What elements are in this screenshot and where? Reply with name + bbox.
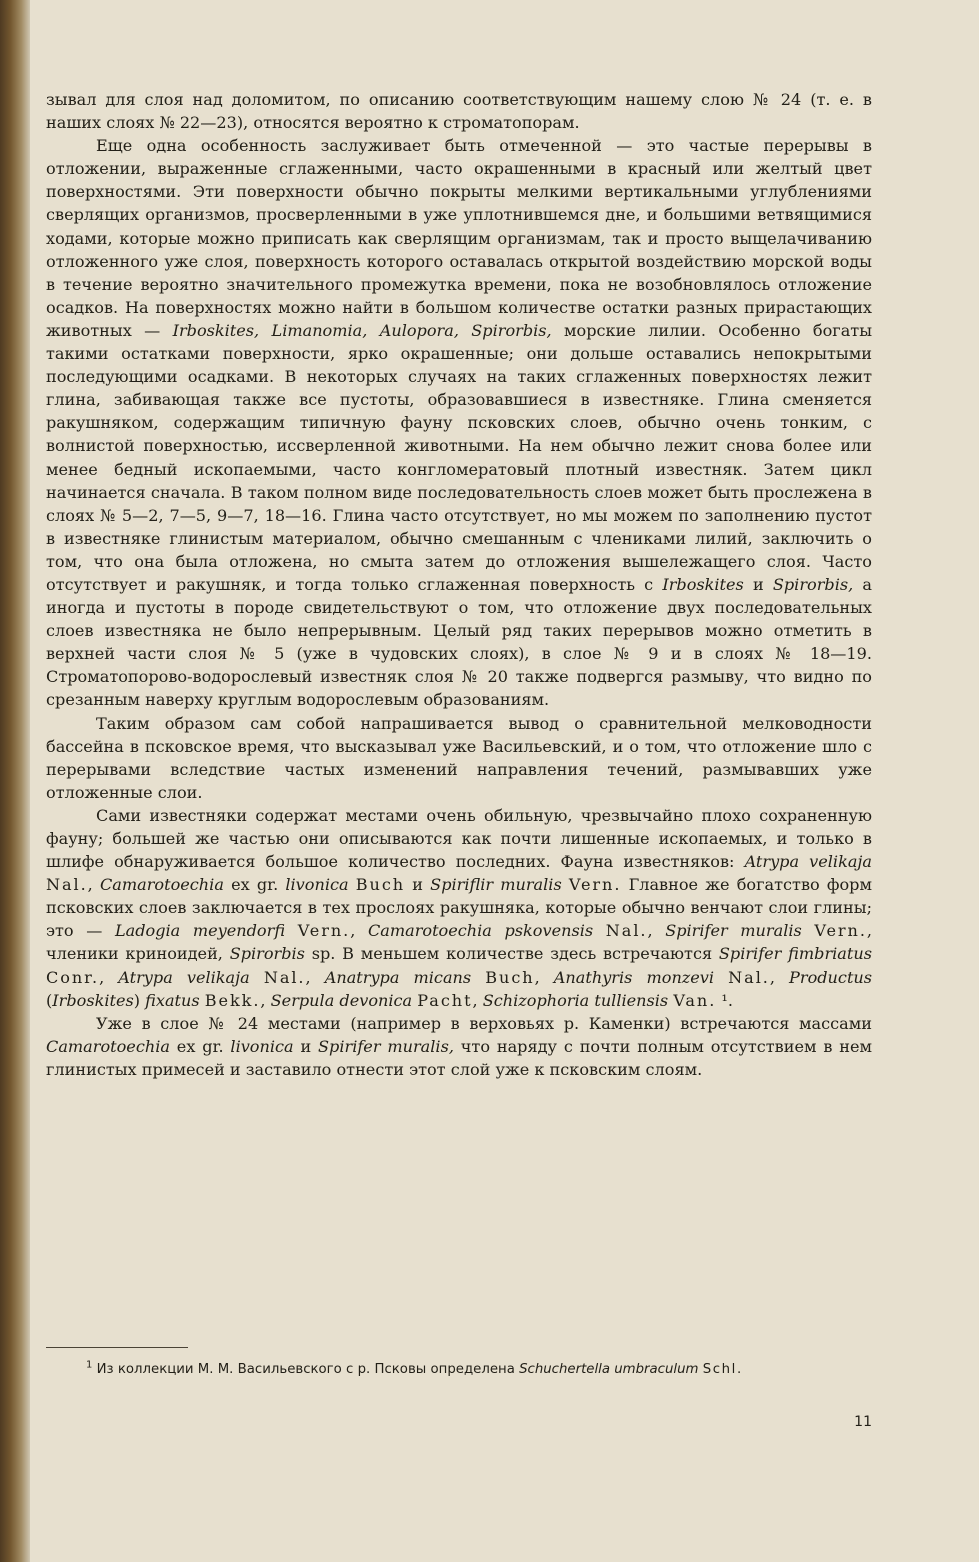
text-run: и [405, 875, 431, 895]
text-run: Сами известняки содержат местами очень обильную, чрезвычайно плохо сохраненную фауну; большей же частью они описываются как почти лишенные ископаемых, и только в шлифе обнаруживается большое количество последних. Фауна известняков: [46, 805, 872, 872]
author-name: Nal. [263, 967, 306, 987]
taxon-name: Irboskites [52, 990, 134, 1010]
author-name: Buch [485, 967, 535, 987]
text-run: ) [133, 990, 146, 1010]
text-run: sp. В меньшем количестве здесь встречаются [304, 944, 719, 964]
text-run: Таким образом сам собой напрашивается вывод о сравнительной мелководности бассейна в псковское время, что высказывал уже Васильевский, и о том, что отложение шло с перерывами вследствие частых изменений направления течений, размывавших уже отложенные слои. [46, 713, 872, 802]
text-run: ex gr. [223, 875, 286, 895]
paragraph-1 [46, 88, 872, 134]
text-run: ( [46, 990, 53, 1010]
taxon-name: Serpula devonica [270, 990, 413, 1010]
text-run: , [87, 875, 100, 895]
footnote-separator [46, 1347, 188, 1348]
author-name: Schl. [702, 1362, 743, 1377]
text-run: морские лилии. Особенно богаты такими остатками поверхности, ярко окрашенные; они дольше оставались непокрытыми последующими осадками. В некоторых случаях на таких сглаженных поверхностях лежит глина, забивающая также все пустоты, образовавшиеся в известняке. Глина сменяется ракушняком, содержащим типичную фауну псковских слоев, обычно очень тонким, с волнистой поверхностью, иссверленной животными. На нем обычно лежит снова более или менее бедный ископаемыми, часто конгломератовый плотный известняк. Затем цикл начинается сначала. В таком полном виде последовательность слоев может быть прослежена в слоях № 5—2, 7—5, 9—7, 18—16. Глина часто отсутствует, но мы можем по заполнению пустот в известняке глинистым материалом, обычно смешанным с члениками лилий, заключить о том, что она была отложена, но смыта затем до отложения вышележащего слоя. Часто отсутствует и ракушняк, и тогда только сглаженная поверхность с [46, 320, 873, 594]
text-run: зывал для слоя над доломитом, по описанию соответствующим нашему слою № 24 (т. е. в наших слоях № 22—23), относятся вероятно к строматопорам. [46, 90, 872, 133]
book-binding-shadow [0, 0, 30, 1562]
taxon-name: livonica [285, 875, 349, 895]
text-run: и [293, 1036, 319, 1056]
taxon-name: Spirifer muralis, [318, 1036, 454, 1056]
taxon-name: Atrypa velikaja [118, 967, 250, 987]
footnote [46, 1361, 872, 1379]
taxon-name: Irboskites [662, 574, 744, 594]
footnote-reference: ¹. [716, 990, 733, 1010]
taxon-name: Anatrypa micans [324, 967, 472, 987]
text-run: Из коллекции М. М. Васильевского с р. Псковы определена [92, 1362, 520, 1377]
author-name: Pacht [417, 990, 473, 1010]
author-name: Vern. [297, 921, 351, 941]
taxon-name: Spiriflir muralis [430, 875, 562, 895]
taxon-name: Spirorbis [229, 944, 305, 964]
text-run: Главное же богатство форм псковских слоев заключается в тех прослоях ракушняка, которые обычно венчают слои глины; это — [46, 875, 872, 941]
author-name: Nal. [46, 875, 88, 895]
taxon-name: Anathyris monzevi [553, 967, 715, 987]
taxon-name: Spirifer fimbriatus [718, 944, 872, 964]
text-run: , [472, 990, 483, 1010]
taxon-name: Schuchertella umbraculum [519, 1362, 699, 1377]
paragraph-4 [46, 804, 872, 1012]
paragraph-3 [46, 712, 872, 804]
author-name: Vern. [814, 921, 867, 941]
taxon-name: Schizophoria tulliensis [482, 990, 669, 1010]
author-name: Vern. [568, 875, 622, 895]
text-run: ex gr. [169, 1036, 231, 1056]
taxon-name: livonica [230, 1036, 294, 1056]
taxon-name: Camarotoechia [99, 875, 224, 895]
main-text [46, 88, 872, 1081]
author-name: Bekk. [204, 990, 261, 1010]
footnote-mark: 1 [86, 1359, 93, 1371]
author-name: Buch [355, 875, 406, 895]
taxon-name: Atrypa velikaja [744, 852, 872, 872]
taxon-name: Productus [789, 967, 873, 987]
taxon-name: Camarotoechia pskovensis [367, 921, 594, 941]
text-run: , [647, 921, 666, 941]
text-run: и [743, 574, 773, 594]
author-name: Van. [673, 990, 717, 1010]
text-run: что наряду с почти полным отсутствием в нем глинистых примесей и заставило отнести этот слой уже к псковским слоям. [46, 1036, 872, 1079]
text-run: , [350, 921, 368, 941]
taxon-name: Ladogia meyendorfi [114, 921, 286, 941]
text-run: , [769, 967, 790, 987]
taxon-name: fixatus [145, 990, 200, 1010]
text-run: Уже в слое № 24 местами (например в верховьях р. Каменки) встречаются массами [96, 1013, 872, 1033]
text-run: , членики криноидей, [46, 921, 873, 964]
text-run: , [99, 967, 119, 987]
paragraph-2 [46, 134, 872, 711]
taxon-name: Spirorbis, [772, 574, 854, 594]
text-run: , [534, 967, 554, 987]
text-run: , [305, 967, 325, 987]
page-number: 11 [854, 1414, 872, 1430]
taxon-name: Camarotoechia [46, 1036, 170, 1056]
taxon-name: Irboskites, Limanomia, Aulopora, Spirorbis, [172, 320, 552, 340]
author-name: Nal. [728, 967, 770, 987]
author-name: Nal. [605, 921, 648, 941]
footnote-text [46, 1361, 872, 1379]
paragraph-5 [46, 1012, 872, 1081]
author-name: Conr. [46, 967, 100, 987]
text-run: Еще одна особенность заслуживает быть отмеченной — это частые перерывы в отложении, выраженные сглаженными, часто окрашенными в красный или желтый цвет поверхностями. Эти поверхности обычно покрыты мелкими вертикальными углублениями сверлящих организмов, просверленными в уже уплотнившемся дне, и большими ветвящимися ходами, которые можно приписать как сверлящим организмам, так и просто выщелачиванию отложенного уже слоя, поверхность которого оставалась открытой воздействию морской воды в течение вероятно значительного промежутка времени, пока не возобновлялось отложение осадков. На поверхностях можно найти в большом количестве остатки разных прирастающих животных — [46, 136, 872, 340]
taxon-name: Spirifer muralis [665, 921, 802, 941]
text-run: , [260, 990, 271, 1010]
text-run: а иногда и пустоты в породе свидетельствуют о том, что отложение двух последовательных слоев известняка не было непрерывным. Целый ряд таких перерывов можно отметить в верхней части слоя № 5 (уже в чудовских слоях), в слое № 9 и в слоях № 18—19. Строматопорово-водорослевый известняк слоя № 20 также подвергся размыву, что видно по срезанным наверху круглым водорослевым образованиям. [46, 574, 872, 710]
